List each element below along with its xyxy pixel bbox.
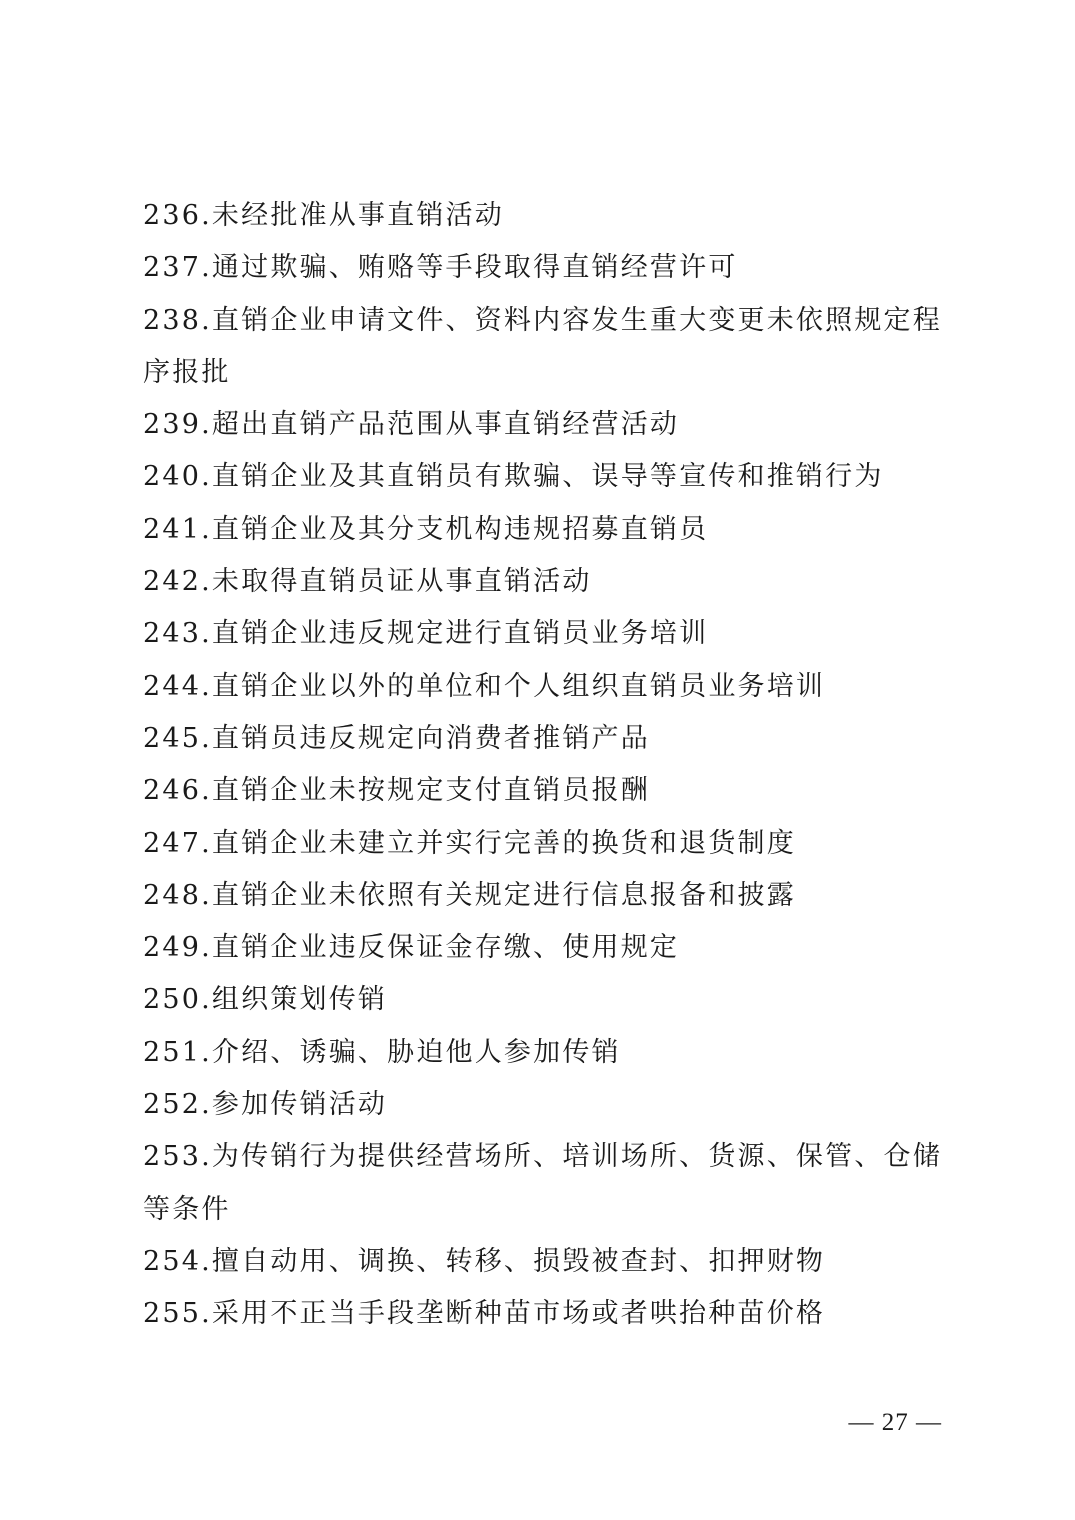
violation-list — [143, 190, 948, 1341]
list-item: 253.为传销行为提供经营场所、培训场所、货源、保管、仓储等条件 — [143, 1141, 942, 1225]
list-item: 248.直销企业未依照有关规定进行信息报备和披露 — [143, 879, 796, 911]
list-item: 251.介绍、诱骗、胁迫他人参加传销 — [143, 1036, 621, 1068]
list-item: 237.通过欺骗、贿赂等手段取得直销经营许可 — [143, 252, 738, 284]
list-item: 255.采用不正当手段垄断种苗市场或者哄抬种苗价格 — [143, 1298, 826, 1330]
list-item: 244.直销企业以外的单位和个人组织直销员业务培训 — [143, 670, 826, 702]
list-item: 250.组织策划传销 — [143, 984, 388, 1016]
list-item: 242.未取得直销员证从事直销活动 — [143, 566, 592, 598]
list-item: 245.直销员违反规定向消费者推销产品 — [143, 722, 650, 754]
list-item: 241.直销企业及其分支机构违规招募直销员 — [143, 513, 709, 545]
list-item: 240.直销企业及其直销员有欺骗、误导等宣传和推销行为 — [143, 461, 884, 493]
list-item: 252.参加传销活动 — [143, 1089, 388, 1121]
page-number: — 27 — — [848, 1409, 942, 1436]
list-item: 246.直销企业未按规定支付直销员报酬 — [143, 775, 650, 807]
list-item: 236.未经批准从事直销活动 — [143, 200, 504, 231]
list-item: 254.擅自动用、调换、转移、损毁被查封、扣押财物 — [143, 1245, 826, 1277]
list-item: 249.直销企业违反保证金存缴、使用规定 — [143, 932, 680, 964]
list-item: 239.超出直销产品范围从事直销经营活动 — [143, 409, 680, 441]
list-item: 247.直销企业未建立并实行完善的换货和退货制度 — [143, 827, 796, 859]
list-item: 243.直销企业违反规定进行直销员业务培训 — [143, 618, 709, 650]
list-item: 238.直销企业申请文件、资料内容发生重大变更未依照规定程序报批 — [143, 304, 942, 388]
